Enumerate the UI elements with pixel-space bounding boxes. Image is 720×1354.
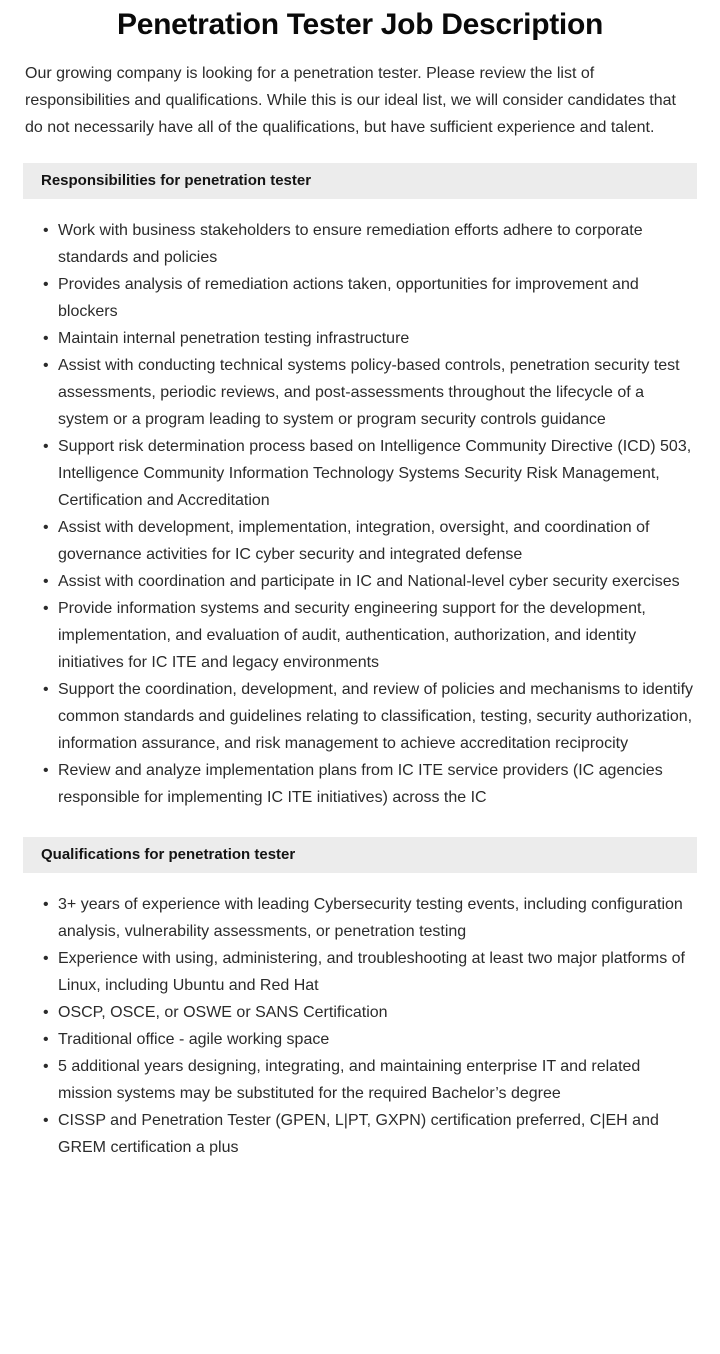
responsibilities-list xyxy=(0,199,720,811)
list-item xyxy=(25,676,695,757)
bullet-icon: • xyxy=(43,1112,49,1129)
bullet-icon: • xyxy=(43,681,49,698)
list-item xyxy=(25,514,695,568)
list-item xyxy=(25,945,695,999)
section-header-responsibilities: Responsibilities for penetration tester xyxy=(23,163,697,199)
bullet-icon: • xyxy=(43,896,49,913)
section-body-responsibilities xyxy=(0,199,720,815)
list-item xyxy=(25,1107,695,1161)
bullet-icon: • xyxy=(43,330,49,347)
list-item-text: Provides analysis of remediation actions taken, opportunities for improvement and blockers xyxy=(58,276,639,320)
bullet-icon: • xyxy=(43,438,49,455)
intro-paragraph: Our growing company is looking for a penetration tester. Please review the list of responsibilities and qualifications. While this is our ideal list, we will consider candidates that do not necessarily have all of the qualifications, but have sufficient experience and talent. xyxy=(25,65,676,136)
list-item-text: Traditional office - agile working space xyxy=(58,1031,330,1048)
list-item xyxy=(25,217,695,271)
list-item-text: Maintain internal penetration testing infrastructure xyxy=(58,330,410,347)
list-item-text: Experience with using, administering, and troubleshooting at least two major platforms of Linux, including Ubuntu and Red Hat xyxy=(58,950,685,994)
list-item-text: Assist with conducting technical systems policy-based controls, penetration security test assessments, periodic reviews, and post-assessments throughout the lifecycle of a system or a program leading to system or program security controls guidance xyxy=(58,357,680,428)
bullet-icon: • xyxy=(43,276,49,293)
list-item-text: Provide information systems and security engineering support for the development, implementation, and evaluation of audit, authentication, authorization, and identity initiatives for IC ITE and legacy environments xyxy=(58,600,646,671)
section-body-qualifications xyxy=(0,873,720,1165)
bullet-icon: • xyxy=(43,1031,49,1048)
list-item xyxy=(25,891,695,945)
list-item xyxy=(25,1053,695,1107)
list-item xyxy=(25,595,695,676)
section-header-qualifications: Qualifications for penetration tester xyxy=(23,837,697,873)
list-item-text: Assist with development, implementation, integration, oversight, and coordination of governance activities for IC cyber security and integrated defense xyxy=(58,519,650,563)
section-qualifications xyxy=(0,837,720,1165)
list-item-text: Support the coordination, development, and review of policies and mechanisms to identify common standards and guidelines relating to classification, testing, security authorization, information assurance, and risk management to achieve accreditation reciprocity xyxy=(58,681,694,752)
bullet-icon: • xyxy=(43,222,49,239)
bullet-icon: • xyxy=(43,600,49,617)
list-item-text: Work with business stakeholders to ensure remediation efforts adhere to corporate standards and policies xyxy=(58,222,643,266)
bottom-spacer xyxy=(0,1165,720,1195)
list-item-text: Assist with coordination and participate in IC and National-level cyber security exercises xyxy=(58,573,680,590)
bullet-icon: • xyxy=(43,1004,49,1021)
list-item xyxy=(25,325,695,352)
list-item-text: Review and analyze implementation plans from IC ITE service providers (IC agencies responsible for implementing IC ITE initiatives) across the IC xyxy=(58,762,663,806)
list-item xyxy=(25,1026,695,1053)
bullet-icon: • xyxy=(43,950,49,967)
list-item xyxy=(25,568,695,595)
qualifications-list xyxy=(0,873,720,1161)
list-item-text: 5 additional years designing, integrating, and maintaining enterprise IT and related mission systems may be substituted for the required Bachelor’s degree xyxy=(58,1058,641,1102)
bullet-icon: • xyxy=(43,573,49,590)
section-responsibilities xyxy=(0,163,720,815)
list-item xyxy=(25,999,695,1026)
bullet-icon: • xyxy=(43,357,49,374)
list-item-text: 3+ years of experience with leading Cybersecurity testing events, including configuration analysis, vulnerability assessments, or penetration testing xyxy=(58,896,683,940)
bullet-icon: • xyxy=(43,762,49,779)
list-item-text: CISSP and Penetration Tester (GPEN, L|PT, GXPN) certification preferred, C|EH and GREM certification a plus xyxy=(58,1112,659,1156)
list-item xyxy=(25,433,695,514)
bullet-icon: • xyxy=(43,1058,49,1075)
list-item xyxy=(25,271,695,325)
list-item xyxy=(25,757,695,811)
list-item xyxy=(25,352,695,433)
list-item-text: OSCP, OSCE, or OSWE or SANS Certification xyxy=(58,1004,388,1021)
bullet-icon: • xyxy=(43,519,49,536)
page-title: Penetration Tester Job Description xyxy=(116,8,604,41)
list-item-text: Support risk determination process based on Intelligence Community Directive (ICD) 503, Intelligence Community Information Technology Systems Security Risk Management, Certification and Accreditation xyxy=(58,438,692,509)
